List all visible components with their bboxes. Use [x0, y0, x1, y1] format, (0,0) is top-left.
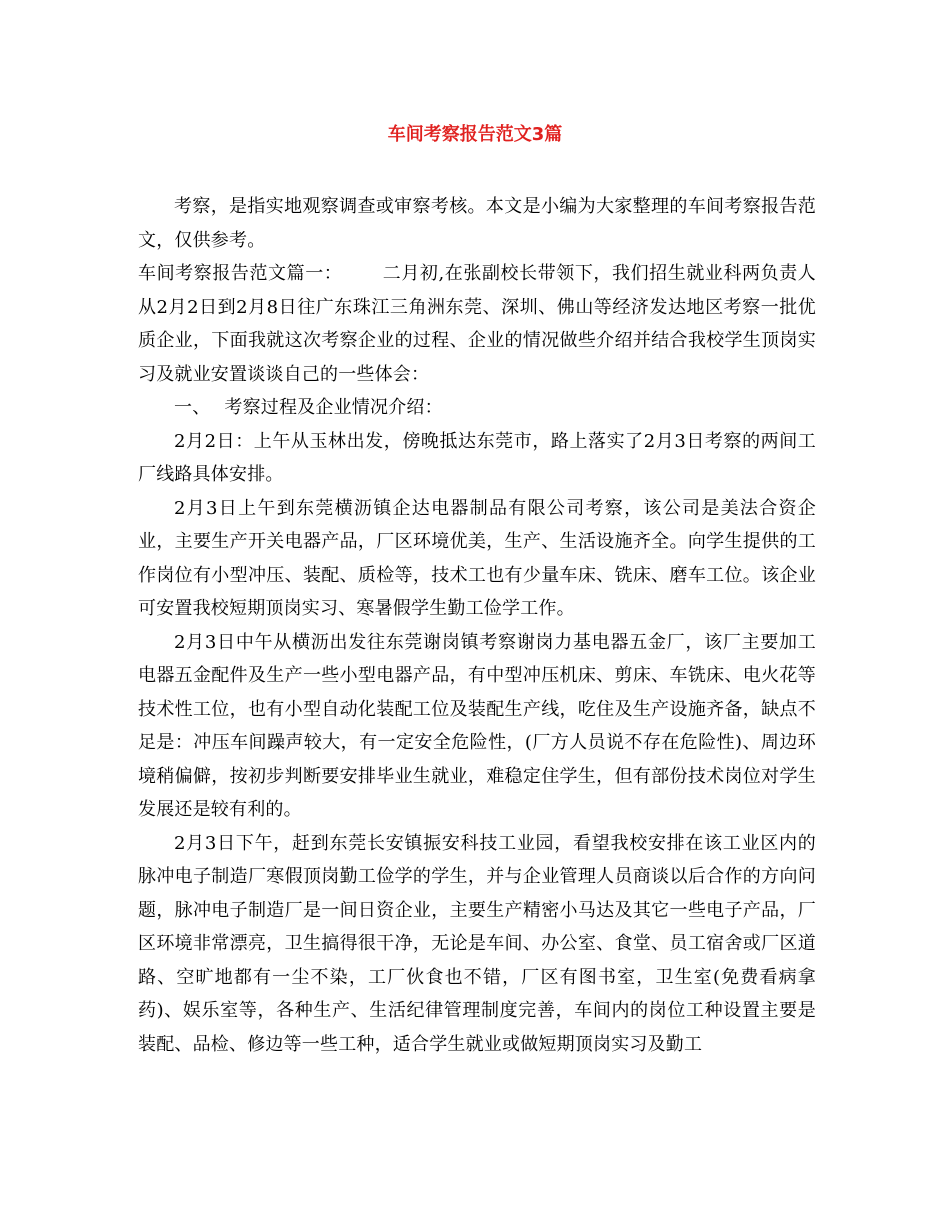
article-one-label: 车间考察报告范文篇一： [138, 263, 343, 284]
section-title: 考察过程及企业情况介绍： [224, 397, 443, 418]
article-one-opening: 二月初,在张副校长带领下，我们招生就业科两负责人从2月2日到2月8日往广东珠江三角洲东莞、深圳、佛山等经济发达地区考察一批优质企业，下面我就这次考察企业的过程、企业的情况做些介绍并结合我校学生顶岗实习及就业安置谈谈自己的一些体会： [138, 263, 816, 385]
intro-paragraph: 考察，是指实地观察调查或审察考核。本文是小编为大家整理的车间考察报告范文，仅供参考。 [138, 196, 816, 251]
document-body [138, 190, 816, 1061]
paragraph-feb3-morning: 2月3日上午到东莞横沥镇企达电器制品有限公司考察，该公司是美法合资企业，主要生产开关电器产品，厂区环境优美，生产、生活设施齐全。向学生提供的工作岗位有小型冲压、装配、质检等，技术工也有少量车床、铣床、磨车工位。该企业可安置我校短期顶岗实习、寒暑假学生勤工俭学工作。 [138, 497, 816, 619]
section-heading [138, 391, 816, 425]
document-title: 车间考察报告范文3篇 [387, 124, 563, 145]
section-number: 一、 [174, 397, 211, 418]
paragraph-feb3-noon: 2月3日中午从横沥出发往东莞谢岗镇考察谢岗力基电器五金厂，该厂主要加工电器五金配件及生产一些小型电器产品，有中型冲压机床、剪床、车铣床、电火花等技术性工位，也有小型自动化装配工位及装配生产线，吃住及生产设施齐备，缺点不足是：冲压车间躁声较大，有一定安全危险性，(厂方人员说不存在危险性)、周边环境稍偏僻，按初步判断要安排毕业生就业，难稳定住学生，但有部份技术岗位对学生发展还是较有利的。 [138, 631, 816, 820]
article-one-paragraph [138, 257, 816, 391]
paragraph-feb2: 2月2日：上午从玉林出发，傍晚抵达东莞市，路上落实了2月3日考察的两间工厂线路具体安排。 [138, 430, 816, 485]
paragraph-feb3-afternoon: 2月3日下午，赶到东莞长安镇振安科技工业园，看望我校安排在该工业区内的脉冲电子制造厂寒假顶岗勤工俭学的学生，并与企业管理人员商谈以后合作的方向问题，脉冲电子制造厂是一间日资企业，主要生产精密小马达及其它一些电子产品，厂区环境非常漂亮，卫生搞得很干净，无论是车间、办公室、食堂、员工宿舍或厂区道路、空旷地都有一尘不染，工厂伙食也不错，厂区有图书室，卫生室(免费看病拿药)、娱乐室等，各种生产、生活纪律管理制度完善，车间内的岗位工种设置主要是装配、品检、修边等一些工种，适合学生就业或做短期顶岗实习及勤工 [138, 832, 816, 1055]
